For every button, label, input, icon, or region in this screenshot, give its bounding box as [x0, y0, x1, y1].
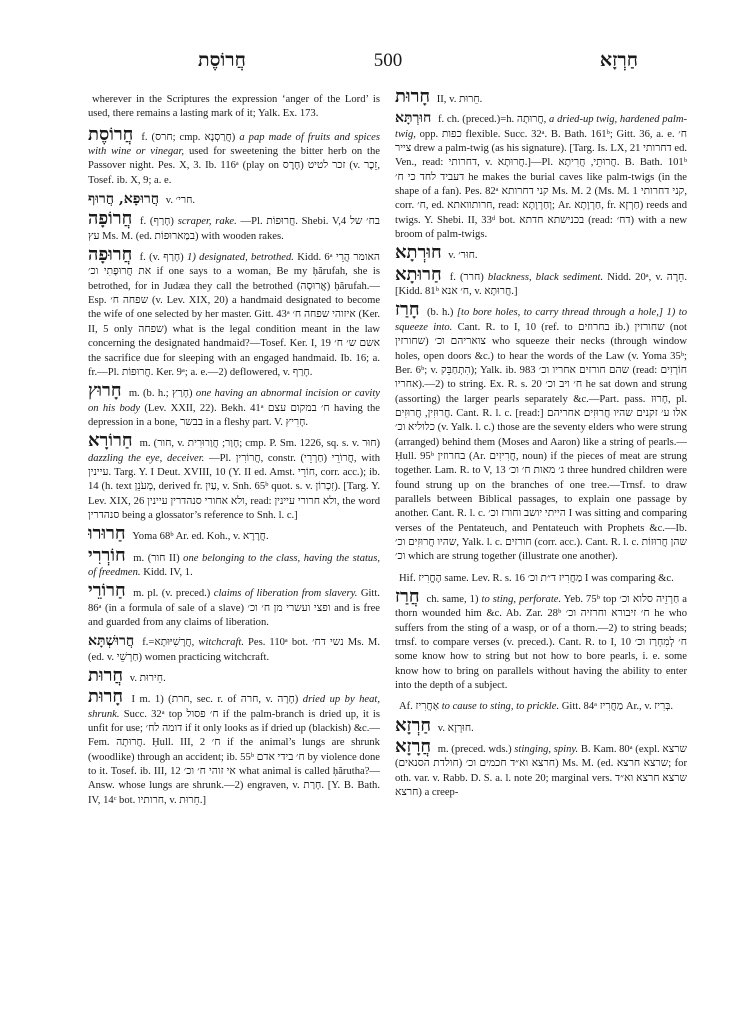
entry-text: (Lev. XXII, 22). Bekh. 41ᵃ ח׳ במקום עצם having the depression in a bone, בבשר in a fleshy part. V. חָרִיץ. — [88, 402, 380, 428]
entry-definition: [to bore holes, to carry thread through a hole,] 1) to squeeze into. — [395, 307, 687, 333]
entry-definition: witchcraft. — [198, 637, 244, 649]
entry-text: Gitt. 84ᵃ מַחֲרִיז Ar., v. בְּרִיז. — [561, 701, 673, 713]
entry-definition: to sting, perforate. — [481, 594, 562, 605]
entry-headword: חֲרוּפָה — [88, 244, 133, 266]
dictionary-entry — [395, 697, 687, 714]
page-number: 500 — [373, 50, 403, 71]
dictionary-entry — [395, 736, 687, 800]
entry-definition: one belonging to the class, having the status, of freedmen. — [88, 552, 380, 578]
entry-headword: חָרוּת — [88, 686, 124, 708]
entry-text: Cant. R. to I, 10 (ref. to בחרוזים ib.) שחורזין (not שחורזין) צואריהם וכ׳ who squeeze their necks (through window holes, open doors &c.) to hear the words of the Law (v. Yoma 35ᵇ; Ber. 6ᵇ; v. הִתְחַבֵּק); Yalk. ib. 983 שהם חורזים אחריו וכ׳ (read: חוֹרְזִים אחריו).—2) to string. Ex. R. s. 20 ח׳ ויב וכ׳ he sat down and strung (assorting) the larger pearls separately &c.—Part. pass. חָרוּז, pl. חֲרוּזִין, חֲרוּזִים. Cant. R. l. c. [read:] אלו ע׳ זקנים שהיו חֲרוּזִים אחריהם כלוליא וכ׳ (v. Yalk. l. c.) those are the seventy elders who were strung (arranged) behind them (Moses and Aaron) like a string of pearls.—Ḥull. 95ᵇ בחרוזין (Ar. חֲרִיזִים, noun) if the pieces of meat are strung together. Lam. R. to V, 13 ג׳ מאות ח׳ וכ׳ three hundred children were found strung up on the branches of one tree.—Trnsf. to draw parallels between Biblical passages, to explain one passage by another. Cant. R. l. c. הייתי יושב וחורז וכ׳ I was sitting and comparing verses of the Pentateuch, and Pentateuch with Prophets &c.—Ib. שהיו חֲרוּזִים וכ׳, Yalk. l. c. חורזים (corr. acc.). Cant. R. l. c. שהן חֲרוּזוֹת וכ׳ which are strung together (illustrate one another). — [395, 321, 687, 563]
entry-headword: חוּרְתָּא — [395, 110, 432, 127]
entry-text: wherever in the Scriptures the expression ‘anger of the Lord’ is used, there remains a lasting mark of it; Yalk. Ex. 173. — [88, 94, 380, 120]
entry-text: Yoma 68ᵇ Ar. ed. Koh., v. חֲרָרָא. — [132, 531, 269, 543]
dictionary-entry — [88, 192, 380, 208]
running-head-right-word: חַרְזָא — [599, 50, 638, 71]
entry-grammar: (b. h.) — [427, 307, 454, 319]
dictionary-entry — [88, 380, 380, 430]
entry-headword: חָרוּץ — [88, 380, 122, 402]
entry-text: used for sweetening the bitter herb on the Passover night. Pes. X, 3. Ib. 116ᵃ (play on חֶרֶס) זכר לטיט (v. זֵכֶר, Tosef. ib. X, 9; a. e. — [88, 146, 380, 186]
entry-headword: חֲרָזָא — [395, 736, 432, 758]
dictionary-entry — [88, 665, 380, 687]
entry-headword: חַרוֹרָא — [88, 430, 133, 452]
entry-definition: 1) designated, betrothed. — [187, 252, 294, 264]
entry-grammar: II, v. חֵרוּת. — [436, 94, 483, 105]
entry-headword: חֲרוֹסֶת — [88, 123, 134, 145]
entry-headword: חוּרְתָא — [395, 242, 442, 264]
dictionary-entry — [88, 430, 380, 523]
dictionary-entry — [88, 123, 380, 188]
entry-definition: to cause to sting, to prickle. — [441, 701, 560, 713]
entry-headword: חָרַז — [395, 299, 420, 321]
entry-grammar: Hif. הֶחֱרִיז same. — [399, 572, 469, 584]
entry-definition: claims of liberation from slavery. — [213, 588, 358, 600]
entry-text: Nidd. 20ᵃ, v. חֵרָה. [Kidd. 81ᵇ ח׳ אנא, v. חֲרוּתָא.] — [395, 271, 687, 298]
dictionary-entry — [395, 90, 687, 107]
entry-grammar: f. (v. חָרַף) — [139, 252, 184, 264]
entry-grammar: m. pl. (v. preced.) — [133, 588, 211, 600]
dictionary-entry — [88, 544, 380, 581]
entry-definition: scraper, rake. — [177, 216, 237, 228]
entry-definition: one having an abnormal incision or cavity on his body — [88, 388, 380, 414]
entry-text: Kidd. IV, 1. — [143, 566, 193, 578]
entry-headword: חוֹרְרִי — [88, 544, 126, 566]
entry-definition: stinging, spiny. — [514, 744, 579, 756]
entry-definition: dried up by heat, shrunk. — [88, 694, 380, 720]
dictionary-entry — [88, 523, 380, 545]
entry-grammar: I m. 1) (חרת, sec. r. of חרה, v. חָרָה) — [131, 694, 299, 706]
entry-headword: חַרְזָא — [395, 714, 432, 736]
entry-headword: חֲרוּפָא, חֲרוּף — [88, 191, 160, 208]
dictionary-entry — [395, 263, 687, 300]
entry-grammar: m. (חור II) — [133, 552, 180, 564]
entry-headword: חָרוּת — [395, 90, 431, 107]
dictionary-entry — [395, 299, 687, 564]
entry-text: Lev. R. s. 16 מַחֲרִיז ד״ת וכ׳ I was comparing &c. — [471, 572, 674, 584]
dictionary-entry — [88, 634, 380, 665]
running-head — [88, 50, 688, 80]
entry-grammar: f. ch. (preced.)=h. חֲרוּתָה, — [438, 114, 547, 126]
dictionary-entry — [88, 244, 380, 380]
entry-grammar: m. (preced. wds.) — [437, 744, 512, 756]
entry-text: Gitt. 86ᵃ (in a formula of sale of a slave) ופצי ועשרי מן ח׳ וכ׳ and is free and guarded from any claims of liberation. — [88, 588, 380, 628]
entry-headword: חֲרוּת — [88, 665, 124, 687]
dictionary-entry — [88, 90, 380, 122]
right-column — [395, 90, 687, 1008]
dictionary-entry — [88, 580, 380, 630]
entry-text: Pes. 110ᵃ bot. נשי דח׳ Ms. M. (ed. v. חַרְשֵׁי) women practicing witchcraft. — [88, 637, 380, 663]
dictionary-entry — [395, 586, 687, 693]
entry-grammar: m. (b. h.; חָרַץ) — [128, 388, 193, 400]
left-column — [88, 90, 380, 1008]
dictionary-entry — [395, 111, 687, 242]
entry-grammar: f.=חֲרָשִׁיּוּתָא, — [142, 637, 195, 649]
entry-grammar: f. (חרס; cmp. חֲרַסְנָא) — [141, 131, 236, 143]
entry-text: —Pl. חֲרוֹרִין, constr. חֲרוֹרֵי (חַרְרֵי), with עיינין. Targ. Y. I Deut. XVIII, 10 (Y. II ed. Amst. חוֹרֵי, corr. acc.); ib. 14 (h. text מְעֹנֵן, derived fr. עַיִן, v. Snh. 65ᵇ quot. s. v. זִכְרוֹן). [Targ. Y. Lev. XIX, 26 ולא אחורי סנהדרין עיינין, read: ולא חרורי עיינין, the word סנהדרין being a glossator’s reference to Snh. l. c.] — [88, 452, 380, 521]
entry-grammar: Af. אַחֲרִיז — [399, 701, 440, 713]
entry-text: opp. כפות flexible. Succ. 32ᵃ. B. Bath. 161ᵇ; Gitt. 36, a. e. ח׳ צייר drew a palm-twig (as his signature). [Targ. Is. LX, 21 דחרותי ed. Ven., read: דחרותי, v. חֲרוּתָא.]—Pl. חֲרוּתֵי, חֲרִיתָא. B. Bath. 101ᵇ דעביד לחד כי ח׳ he makes the burial caves like palm-twigs (in the shape of a fan). Pes. 82ᵃ קני דחרותא Ms. M. 2 (Ms. M. 1 קני דחרותי, corr. ח׳, ed. חרותוואתא, read: וְחַרְוָתָא; Ar. חַרְוָתָא, fr. חַרְזָא) reeds and twigs. Y. Shebi. II, 33ᵈ bot. בכנישתא חדתא (read: דח׳) with a new broom of palm-twigs. — [395, 128, 687, 241]
entry-headword: חַרוּתָא — [395, 263, 442, 285]
dictionary-entry — [88, 208, 380, 244]
entry-grammar: m. (חור, v. חָוַר; חֲוַרוּרִית; cmp. P. Sm. 1226, sq. s. v. חוּר) — [139, 438, 380, 450]
entry-grammar: f. (חרר) — [449, 271, 484, 283]
entry-definition: a dried-up twig, hardened palm-twig, — [395, 114, 687, 140]
entry-headword: חֲרַז — [395, 586, 420, 607]
entry-headword: חַרוּרוּ — [88, 523, 126, 545]
entry-text: v. חֵירוּת. — [129, 673, 166, 685]
entry-grammar: ch. same, 1) — [426, 594, 479, 605]
entry-definition: dazzling the eye, deceiver. — [88, 452, 205, 464]
entry-definition: blackness, black sediment. — [487, 271, 604, 283]
dictionary-entry — [395, 569, 687, 586]
running-head-left-word: חֲרוֹסֶת — [198, 50, 246, 71]
entry-definition: a pap made of fruits and spices with wine or vinegar, — [88, 131, 380, 158]
entry-headword: חֲרוֹפָה — [88, 208, 133, 230]
entry-grammar: f. (חָרַף) — [140, 216, 174, 228]
entry-text: —Pl. חֲרוּפוֹת. Shebi. V,4 בח׳ של עץ Ms. M. (ed. במַארוּפוֹת) with wooden rakes. — [88, 216, 380, 242]
entry-text: v. חוּר׳. — [448, 250, 478, 262]
dictionary-entry — [395, 242, 687, 264]
entry-headword: חֲרוּשְׁתָּא — [88, 633, 135, 650]
dictionary-entry — [395, 714, 687, 736]
entry-text: v. חוּרְזָא. — [437, 722, 474, 734]
entry-text: Succ. 32ᵃ top ח׳ פסול if the palm-branch is dried up, it is unfit for use; דומה לח׳ if it only looks as if dried up (blackish) &c.—Fem. חֲרוּתָה. Ḥull. III, 2 ח׳ if the animal’s lungs are shrunk (woodlike) through an accident; ib. 55ᵇ ח׳ בידי אדם by violence done to it. Tosef. ib. III, 12 אי זוהי ח׳ וכ׳ what animal is called ḥărutha?—Answ. whose lungs are shrunk.—2) engraven, v. חָרַת. [Y. B. Bath. IV, 14ᶜ bot. חרותיו, v. חֵרוּת.] — [88, 708, 380, 806]
entry-text: Kidd. 6ᵃ האומר הֲרֵי את חֲרוּפָתִי וכ׳ if one says to a woman, Be my ḥărufah, she is betrothed, for in Judæa they call the betrothed (אֲרוּסָה) ḥărufah.—Esp. שפחה ח׳ (v. Lev. XIX, 20) a handmaid designated to become the wife of one selected by her master. Gitt. 43ᵃ איזוהי שפחה ח׳ (Ker. II, 5 only שפחה) what is the legal condition meant in the law concerning the designated handmaid?—Tosef. Ker. I, 19 אשם ש׳ ח׳ the sacrifice due for sleeping with an engaged handmaid. Ib. 16; a. fr.—Pl. חֲרוּפוֹת. Ker. 9ᵃ; a. e.—2) deflowered, v. חָרַף. — [88, 252, 380, 378]
entry-text: B. Kam. 80ᵃ (expl. שרצא חרצא וא״ד חכמים וכ׳ (חולדת הסנאים)) Ms. M. (ed. שרצא חרצא; for oth. var. v. Rabb. D. S. a. l. note 20; marginal vers. שרצא חרצא וא״ד חרצא) a creep- — [395, 744, 687, 799]
dictionary-entry — [88, 686, 380, 808]
entry-text: Yeb. 75ᵇ top חַרְזֵיה סלוא וכ׳ a thorn wounded him &c. Ab. Zar. 28ᵇ ח׳ זיבורא וחרזיה וכ׳ he who suffers from the sting of a wasp, or of a thorn.—2) to string beads; trnsf. to compare verses (v. preced.). Cant. R. to I, 10 ח׳ לְמִחְרַז וכ׳ some know how to string but not how to bore pearls, i. e. some know how to bring on parallels without having the ability to enter into the depth of a subject. — [395, 594, 687, 692]
entry-headword: חַרוֹרֵי — [88, 580, 126, 602]
entry-text: v. חרי׳. — [165, 195, 196, 207]
